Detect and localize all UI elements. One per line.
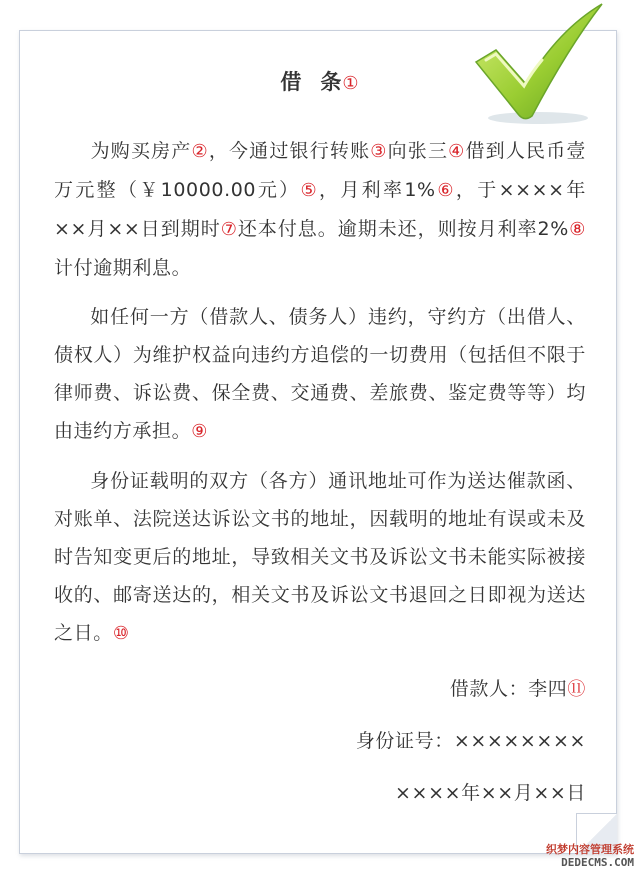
signature-date: ××××年××月××日 (395, 782, 586, 804)
borrower-signature (450, 674, 586, 701)
annotation-marker: ⑥ (435, 180, 456, 201)
paragraph-breach-costs (54, 298, 586, 451)
borrower-label: 借款人：李四 (449, 678, 568, 700)
para-text: 如任何一方（借款人、债务人）违约，守约方（出借人、债权人）为维护权益向违约方追偿的一切费用（包括但不限于律师费、诉讼费、保全费、交通费、差旅费、鉴定费等等）均由违约方承担。 (54, 306, 586, 442)
watermark-line-1: 织梦内容管理系统 (546, 843, 634, 856)
paragraph-service-address (54, 462, 586, 653)
annotation-marker: ⑩ (112, 623, 130, 644)
para-text: 还本付息。逾期未还，则按月利率2% (237, 218, 569, 240)
document-title (0, 66, 640, 96)
annotation-marker: ③ (370, 141, 388, 162)
annotation-marker: ② (191, 141, 209, 162)
annotation-marker: ④ (448, 141, 466, 162)
para-text: 身份证载明的双方（各方）通讯地址可作为送达催款函、对账单、法院送达诉讼文书的地址，因载明的地址有误或未及时告知变更后的地址，导致相关文书及诉讼文书未能实际被接收的、邮寄送达的，相关文书及诉讼文书退回之日即视为送达之日。 (54, 470, 586, 644)
para-text: 借到人民币壹万元整（￥10000.00元） (54, 140, 586, 201)
annotation-marker: ⑦ (220, 219, 238, 240)
annotation-marker: ⑨ (191, 421, 208, 442)
para-text: ，于××××年××月××日到期时 (54, 179, 586, 240)
watermark-line-2: DEDECMS.COM (561, 856, 634, 869)
para-text: 为购买房产 (90, 140, 192, 162)
para-text: ，今通过银行转账 (208, 140, 371, 162)
para-text: ，月利率1% (319, 179, 436, 201)
checkmark-icon (468, 0, 608, 130)
paragraph-loan-terms (54, 132, 586, 287)
para-text: 计付逾期利息。 (54, 257, 192, 279)
id-number: 身份证号：×××××××× (355, 730, 586, 752)
title-char-2: 条 (320, 70, 343, 94)
para-text: 向张三 (387, 140, 449, 162)
annotation-marker: ⑪ (567, 679, 586, 700)
site-watermark (546, 843, 634, 869)
title-char-1: 借 (280, 70, 303, 94)
annotation-marker: ⑧ (568, 219, 586, 240)
annotation-marker: ① (342, 73, 360, 94)
annotation-marker: ⑤ (300, 180, 320, 201)
